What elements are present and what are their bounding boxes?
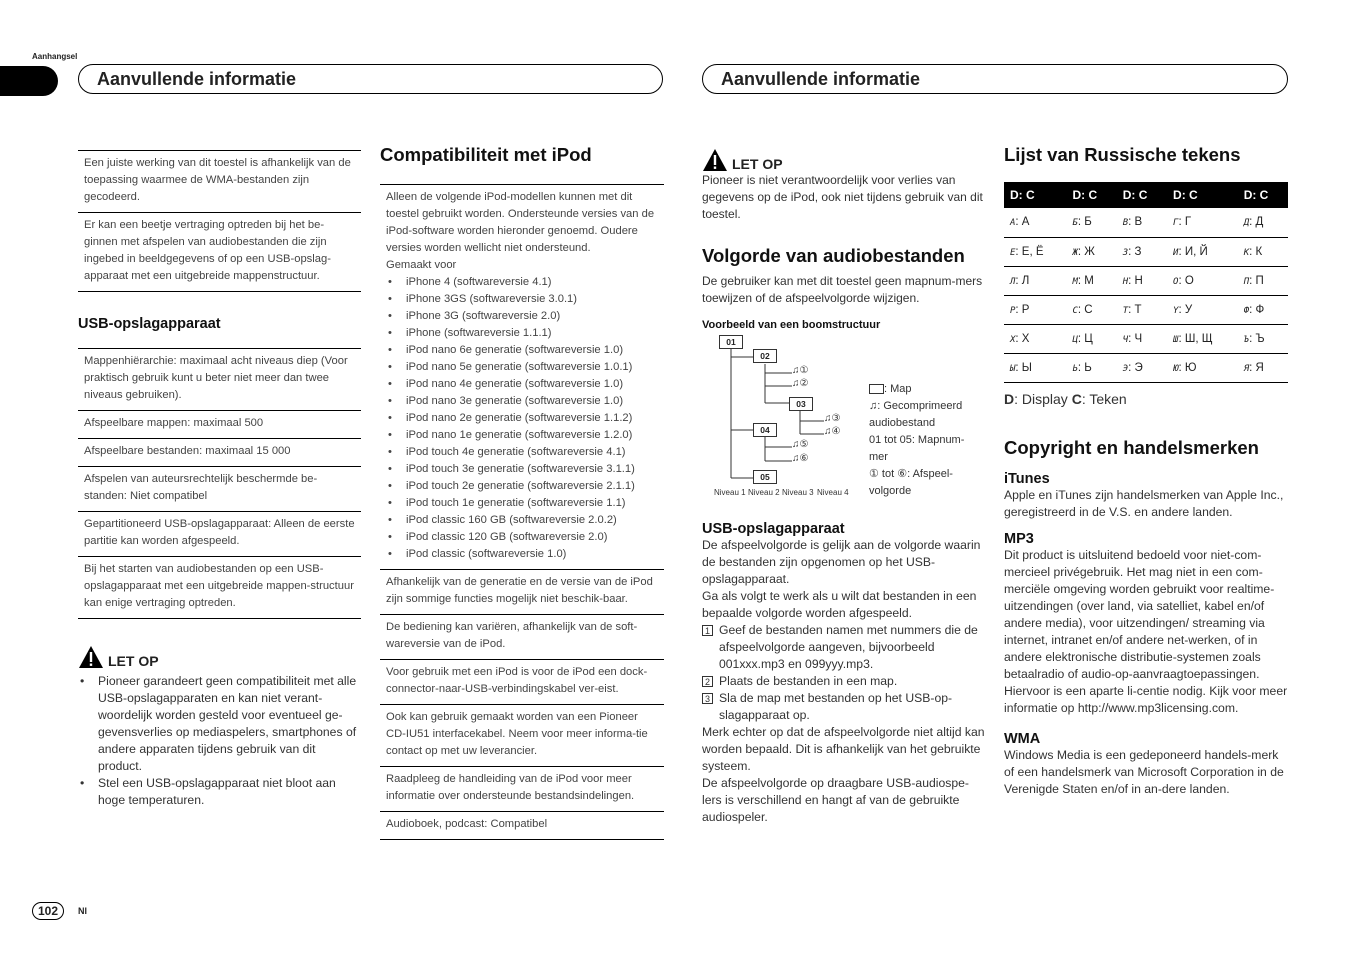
tree-heading: Voorbeeld van een boomstructuur [702,319,881,331]
caution-item: • Stel een USB-opslagapparaat niet bloot aan hoge temperaturen. [78,775,361,809]
table-header: D: C [1004,182,1066,208]
cyrillic-char: : Ь [1077,361,1092,374]
column-4 [1004,144,1288,798]
usb-spec-row: Afspeelbare bestanden: maximaal 15 000 [78,439,361,467]
caution-item: • Pioneer garandeert geen compatibiliteit met alle USB-opslagapparaten en kan niet verant-woordelijk worden gesteld voor eventueel ge-gevensverlies op mediaspelers, smartphones of andere apparaten tijdens gebruik van dit product. [78,673,361,775]
display-glyph: 3 [1122,247,1129,258]
legend-text: : Gecomprimeerd audiobestand [869,400,963,429]
mp3-heading: MP3 [1004,530,1034,547]
mp3-text: Dit product is uitsluitend bedoeld voor niet-com-mercieel privégebruik. Het mag niet in een com-merciële omgeving worden gebruikt voor realtime-uitzendingen (over land, via satelliet, kabel en/of andere media), voor uitzendingen/ streaming via internet, intranet en/of andere net-werken, of in andere elektronische distributie-systemen zoals betaalradio of audio-op-aanvraagtoepassingen. Hiervoor is een aparte li-centie nodig. Kijk voor meer informatie op http://www.mp3licensing.com. [1004,547,1288,715]
usb-spec-row: Bij het starten van audiobestanden op een USB-opslagapparaat met een uitgebreide mappen-structuur kan enige vertraging optreden. [78,557,361,619]
tree-file-number: ② [799,378,809,389]
table-row [1004,295,1288,324]
table-header: D: C [1167,182,1238,208]
table-cell [1004,237,1066,266]
table-cell [1066,208,1116,237]
display-glyph: Ч [1122,334,1129,345]
display-glyph: П [1243,276,1250,287]
column-1 [78,150,361,809]
legend-d: D [1004,390,1015,407]
column-3 [702,148,986,826]
legend-item [869,381,981,398]
ipod-model: • iPod touch 3e generatie (softwareversie 3.1.1) [386,461,658,478]
copyright-heading: Copyright en handelsmerken [1004,436,1259,458]
display-glyph: M [1072,276,1078,287]
table-header: D: C [1238,182,1288,208]
cyrillic-char: : Х [1015,332,1030,345]
table-cell [1238,208,1288,237]
display-glyph: A [1010,218,1016,229]
ipod-caution-text: Pioneer is niet verantwoordelijk voor verlies van gegevens op de iPod, ook niet tijdens gebruik van dit toestel. [702,173,983,221]
tree-file: ♫③ [824,413,841,424]
itunes-heading: iTunes [1004,470,1050,487]
display-glyph: Я [1243,363,1250,374]
page-number: 102 [32,902,64,920]
display-glyph: Ъ [1243,334,1250,345]
caution-heading [78,645,361,669]
display-glyph: Ж [1072,247,1078,258]
ipod-intro: Alleen de volgende iPod-modellen kunnen met dit toestel gebruikt worden. Ondersteunde versies van de iPod-software worden hieronder genoemd. Oudere versies worden wellicht niet ondersteund. [386,191,655,254]
display-glyph: X [1010,334,1016,345]
cyrillic-char: : Г [1178,216,1192,229]
display-glyph: T [1122,305,1129,316]
table-cell [1167,295,1238,324]
section-tab-marker [0,66,58,96]
cyrillic-char: : Ъ [1249,332,1265,345]
order-heading: Volgorde van audiobestanden [702,245,965,266]
tree-file: ♫② [792,378,809,389]
ipod-compat-box [380,184,664,840]
cyrillic-char: : К [1249,245,1263,258]
tree-file: ♫⑤ [792,439,809,450]
column-2 [380,144,664,840]
cyrillic-char: : Т [1128,303,1142,316]
tree-level-label: Niveau 1 [714,488,746,497]
cyrillic-char: : Ы [1015,361,1032,374]
cyrillic-char: : Ж [1077,245,1095,258]
table-cell [1117,353,1167,382]
tree-level-label: Niveau 3 [782,488,814,497]
cyrillic-char: : З [1128,245,1142,258]
cyrillic-char: : Ю [1178,361,1197,374]
table-cell [1167,324,1238,353]
usb-order-text: De afspeelvolgorde is gelijk aan de volgorde waarin de bestanden zijn opgenomen op het USB-opslagapparaat. [702,538,981,586]
tree-file: ♫⑥ [792,453,809,464]
ipod-model: • iPod classic (softwareversie 1.0) [386,546,658,563]
tree-file-number: ⑤ [799,439,809,450]
display-glyph: Л [1010,276,1016,287]
ipod-model-list [386,274,658,563]
language-code: Nl [78,906,87,916]
step-text: Sla de map met bestanden op het USB-op-slagapparaat op. [719,691,953,722]
table-cell [1004,208,1066,237]
warning-icon [78,645,104,669]
steps-list [702,622,986,724]
table-header: D: C [1066,182,1116,208]
display-glyph: E [1010,247,1016,258]
cyrillic-char: : Д [1249,216,1264,229]
table-cell [1167,237,1238,266]
table-cell [1066,237,1116,266]
legend-d-text: : Display [1014,390,1072,407]
cyrillic-char: : Б [1077,216,1092,229]
display-glyph: O [1173,276,1179,287]
caution-list [78,673,361,809]
ipod-compat-heading: Compatibiliteit met iPod [380,144,592,165]
table-row [1004,208,1288,237]
table-cell [1238,295,1288,324]
legend-text: : Map [884,383,912,395]
display-glyph: Ь [1072,363,1078,374]
ipod-note: Voor gebruik met een iPod is voor de iPod een dock-connector-naar-USB-verbindingskabel ver-eist. [380,660,664,705]
step-item [702,673,986,690]
tree-level-label: Niveau 4 [817,488,849,497]
ipod-model: • iPod classic 160 GB (softwareversie 2.0.2) [386,512,658,529]
cyrillic-char: : Ц [1077,332,1093,345]
table-cell [1167,208,1238,237]
table-header-row [1004,182,1288,208]
tree-file: ♫④ [824,426,841,437]
table-cell [1117,324,1167,353]
tree-folder: 05 [753,470,777,484]
tree-folder: 02 [753,349,777,363]
display-glyph: Ы [1010,363,1016,374]
table-row [1004,266,1288,295]
caution-heading [702,148,986,172]
tree-level-label: Niveau 2 [748,488,780,497]
usb-order-heading: USB-opslagapparaat [702,521,845,537]
step-number: 1 [702,625,713,636]
page-header-left: Aanvullende informatie [78,64,663,94]
ipod-model: • iPod touch 1e generatie (softwareversie 1.1) [386,495,658,512]
folder-icon [869,384,884,394]
usb-spec-row: Mappenhiërarchie: maximaal acht niveaus diep (Voor praktisch gebruik kunt u beter niet meer dan twee niveaus gebruiken). [78,349,361,411]
table-cell [1004,295,1066,324]
table-cell [1066,266,1116,295]
usb-order-text: De afspeelvolgorde op draagbare USB-audiospe-lers is verschillend en hangt af van de gebruikte audiospeler. [702,776,969,824]
table-cell [1066,295,1116,324]
display-glyph: Э [1122,363,1129,374]
ipod-model: • iPod nano 3e generatie (softwareversie 1.0) [386,393,658,410]
table-cell [1004,266,1066,295]
table-cell [1117,208,1167,237]
ipod-model: • iPhone 3GS (softwareversie 3.0.1) [386,291,658,308]
cyrillic-char: : Ф [1249,303,1265,316]
step-item [702,690,986,724]
display-glyph: Ц [1072,334,1078,345]
display-glyph: K [1243,247,1250,258]
display-glyph: Б [1072,218,1078,229]
table-cell [1238,353,1288,382]
legend-c: C [1071,390,1082,407]
wma-note: Een juiste werking van dit toestel is afhankelijk van de toepassing waarmee de WMA-bestanden zijn gecodeerd. [78,151,361,213]
cyrillic-char: : П [1249,274,1264,287]
table-row [1004,353,1288,382]
display-glyph: Г [1173,218,1179,229]
order-text: De gebruiker kan met dit toestel geen mapnum-mers toewijzen of de afspeelvolgorde wijzigen. [702,274,983,305]
ipod-model: • iPod touch 4e generatie (softwareversie 4.1) [386,444,658,461]
ipod-model: • iPhone 3G (softwareversie 2.0) [386,308,658,325]
display-glyph: H [1122,276,1129,287]
display-glyph: Ф [1243,305,1250,316]
tree-folder: 01 [719,335,743,349]
table-cell [1167,353,1238,382]
ipod-note: De bediening kan variëren, afhankelijk van de soft-wareversie van de iPod. [380,615,664,660]
tree-file-number: ① [799,365,809,376]
table-cell [1238,266,1288,295]
cyrillic-char: : О [1178,274,1194,287]
cyrillic-char: : Р [1015,303,1030,316]
ipod-model: • iPhone 4 (softwareversie 4.1) [386,274,658,291]
ipod-model: • iPod nano 6e generatie (softwareversie 1.0) [386,342,658,359]
usb-order-text: Ga als volgt te werk als u wilt dat bestanden in een bepaalde volgorde worden afgespeeld. [702,589,977,620]
legend-c-text: : Teken [1081,390,1127,407]
table-cell [1167,266,1238,295]
legend-item [869,398,981,432]
wma-note: Er kan een beetje vertraging optreden bij het be-ginnen met afspelen van audiobestanden die zijn ingebed in beeldgegevens of op een USB-opslag-apparaat met een uitgebreide mappenstructuur. [78,213,361,292]
cyrillic-char: : Е, Ё [1015,245,1044,258]
table-cell [1066,353,1116,382]
table-legend [1004,391,1288,407]
display-glyph: Y [1173,305,1179,316]
tree-file-number: ⑥ [799,453,809,464]
tree-folder: 04 [753,423,777,437]
table-row [1004,324,1288,353]
ipod-model: • iPod nano 5e generatie (softwareversie 1.0.1) [386,359,658,376]
section-tab-label: Aanhangsel [32,52,78,61]
usb-spec-row: Gepartitioneerd USB-opslagapparaat: Alleen de eerste partitie kan worden afgespeeld. [78,512,361,557]
warning-icon [702,148,728,172]
display-glyph: Ш [1173,334,1179,345]
ipod-model: • iPod touch 2e generatie (softwareversie 2.1.1) [386,478,658,495]
russian-chars-table [1004,182,1288,383]
table-cell [1117,237,1167,266]
cyrillic-char: : И, Й [1178,245,1208,258]
table-header: D: C [1117,182,1167,208]
itunes-text: Apple en iTunes zijn handelsmerken van Apple Inc., geregistreerd in de V.S. en andere landen. [1004,487,1284,519]
step-text: Geef de bestanden namen met nummers die de afspeelvolgorde aangeven, bijvoorbeeld 001xxx.mp3 en 099yyy.mp3. [719,623,978,671]
ipod-note: Ook kan gebruik gemaakt worden van een Pioneer CD-IU51 interfacekabel. Neem voor meer informa-tie contact op met uw leverancier. [380,705,664,767]
music-file-icon: ♫ [869,400,878,412]
cyrillic-char: : Я [1249,361,1264,374]
table-cell [1238,324,1288,353]
wma-heading: WMA [1004,730,1041,747]
caution-title: LET OP [732,156,783,172]
cyrillic-char: : Ч [1128,332,1143,345]
cyrillic-char: : Ш, Щ [1178,332,1213,345]
usb-heading: USB-opslagapparaat [78,316,221,332]
tree-file-number: ③ [831,413,841,424]
ipod-note: Raadpleeg de handleiding van de iPod voor meer informatie over ondersteunde bestandsindelingen. [380,767,664,812]
cyrillic-char: : Н [1128,274,1143,287]
ipod-note: Afhankelijk van de generatie en de versie van de iPod zijn sommige functies mogelijk niet beschik-baar. [380,570,664,615]
tree-folder: 03 [789,397,813,411]
ipod-model: • iPod classic 120 GB (softwareversie 2.0) [386,529,658,546]
wma-notes [78,150,361,292]
step-number: 3 [702,693,713,704]
display-glyph: P [1010,305,1016,316]
usb-specs [78,348,361,619]
cyrillic-char: : С [1077,303,1093,316]
ipod-model: • iPhone (softwareversie 1.1.1) [386,325,658,342]
step-text: Plaats de bestanden in een map. [719,674,898,688]
cyrillic-char: : Э [1128,361,1143,374]
table-cell [1066,324,1116,353]
russian-chars-heading: Lijst van Russische tekens [1004,144,1241,165]
legend-text: 01 tot 05: Mapnum-mer [869,434,965,463]
display-glyph: B [1122,218,1129,229]
usb-order-text: Merk echter op dat de afspeelvolgorde niet altijd kan worden bepaald. Dit is afhankelijk van het gebruikte systeem. [702,725,985,773]
page-header-right: Aanvullende informatie [702,64,1288,94]
legend-text: ① tot ⑥: Afspeel-volgorde [869,468,953,497]
made-for-label: Gemaakt voor [386,259,457,271]
ipod-models-box [380,185,664,570]
display-glyph: C [1072,305,1078,316]
cyrillic-char: : А [1015,216,1030,229]
step-item [702,622,986,673]
table-cell [1238,237,1288,266]
cyrillic-char: : Л [1015,274,1030,287]
ipod-model: • iPod nano 1e generatie (softwareversie 1.2.0) [386,427,658,444]
usb-spec-row: Afspelen van auteursrechtelijk beschermde be-standen: Niet compatibel [78,467,361,512]
tree-lines [702,335,872,510]
table-cell [1004,353,1066,382]
ipod-note: Audioboek, podcast: Compatibel [380,812,664,840]
tree-diagram [702,335,986,515]
tree-legend [869,381,981,500]
cyrillic-char: : У [1178,303,1193,316]
cyrillic-char: : М [1077,274,1094,287]
table-cell [1004,324,1066,353]
tree-file-number: ④ [831,426,841,437]
table-cell [1117,295,1167,324]
display-glyph: И [1173,247,1179,258]
step-number: 2 [702,676,713,687]
cyrillic-char: : В [1128,216,1143,229]
wma-text: Windows Media is een gedeponeerd handels-merk of een handelsmerk van Microsoft Corporation in de Verenigde Staten en/of in an-dere landen. [1004,747,1284,796]
table-row [1004,237,1288,266]
usb-spec-row: Afspeelbare mappen: maximaal 500 [78,411,361,439]
ipod-model: • iPod nano 2e generatie (softwareversie 1.1.2) [386,410,658,427]
ipod-model: • iPod nano 4e generatie (softwareversie 1.0) [386,376,658,393]
caution-title: LET OP [108,653,159,669]
display-glyph: Ю [1173,363,1179,374]
table-cell [1117,266,1167,295]
display-glyph: Д [1243,218,1250,229]
tree-file: ♫① [792,365,809,376]
